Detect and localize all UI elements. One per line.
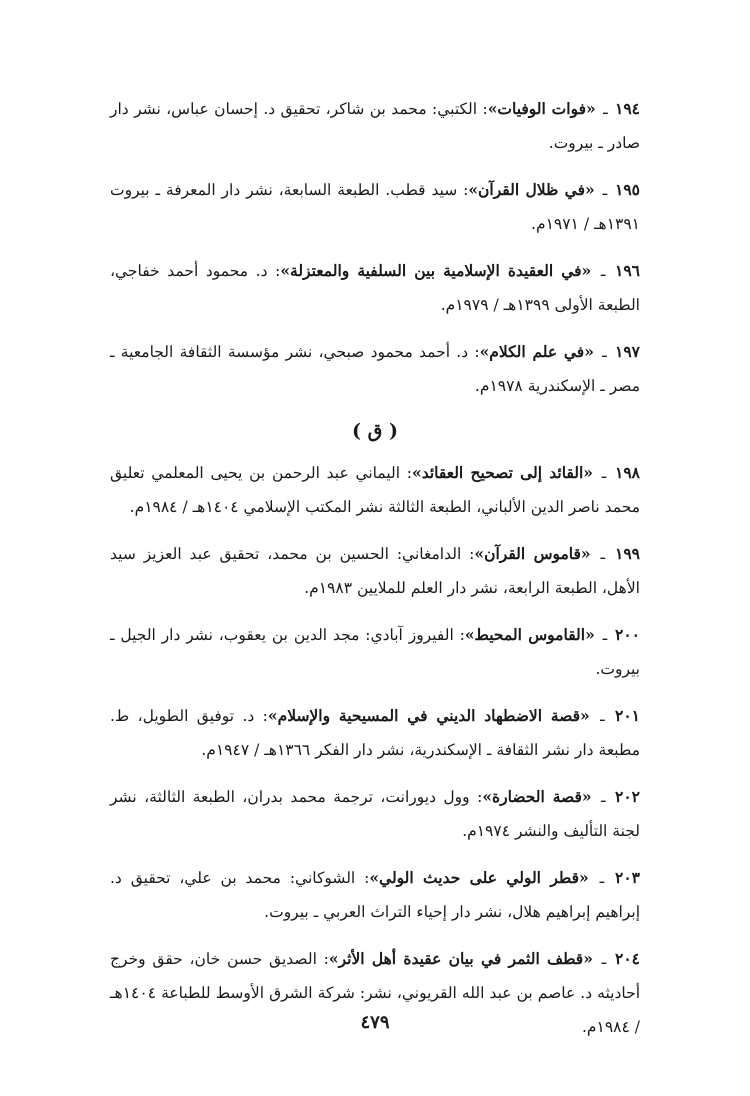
entry-details: : د. محمود أحمد خفاجي، الطبعة الأولى ١٣٩٩هـ / ١٩٧٩م. xyxy=(110,262,640,314)
bibliography-entry: ١٩٥ ـ «في ظلال القرآن»: سيد قطب. الطبعة السابعة، نشر دار المعرفة ـ بيروت ١٣٩١هـ / ١٩٧١م. xyxy=(110,180,640,233)
entry-details: : الكتبي: محمد بن شاكر، تحقيق د. إحسان عباس، نشر دار صادر ـ بيروت. xyxy=(110,100,640,152)
bibliography-entry: ١٩٧ ـ «في علم الكلام»: د. أحمد محمود صبحي، نشر مؤسسة الثقافة الجامعية ـ مصر ـ الإسكندرية ١٩٧٨م. xyxy=(110,342,640,395)
entry-title: «قصة الاضطهاد الديني في المسيحية والإسلام» xyxy=(267,706,590,725)
entry-number: ١٩٧ xyxy=(615,342,640,361)
entry-title: «فوات الوفيات» xyxy=(487,99,596,118)
entry-number: ٢٠٤ xyxy=(615,949,640,968)
entry-details: : د. أحمد محمود صبحي، نشر مؤسسة الثقافة الجامعية ـ مصر ـ الإسكندرية ١٩٧٨م. xyxy=(110,343,640,395)
entry-details: : اليماني عبد الرحمن بن يحيى المعلمي تعليق محمد ناصر الدين الألباني، الطبعة الثالثة نشر المكتب الإسلامي ١٤٠٤هـ / ١٩٨٤م. xyxy=(110,464,640,516)
bibliography-entry: ١٩٨ ـ «القائد إلى تصحيح العقائد»: اليماني عبد الرحمن بن يحيى المعلمي تعليق محمد ناصر الدين الألباني، الطبعة الثالثة نشر المكتب الإسلامي ١٤٠٤هـ / ١٩٨٤م. xyxy=(110,463,640,516)
entry-title: «في ظلال القرآن» xyxy=(468,180,595,199)
entry-details: : سيد قطب. الطبعة السابعة، نشر دار المعرفة ـ بيروت ١٣٩١هـ / ١٩٧١م. xyxy=(110,181,640,233)
entry-title: «قصة الحضارة» xyxy=(482,787,592,806)
entry-title: «القاموس المحيط» xyxy=(464,625,595,644)
bibliography-entry: ٢٠٠ ـ «القاموس المحيط»: الفيروز آبادي: مجد الدين بن يعقوب، نشر دار الجيل ـ بيروت. xyxy=(110,625,640,678)
bibliography-content xyxy=(110,92,640,1057)
entry-title: «القائد إلى تصحيح العقائد» xyxy=(412,463,593,482)
bibliography-entry: ١٩٩ ـ «قاموس القرآن»: الدامغاني: الحسين بن محمد، تحقيق عبد العزيز سيد الأهل، الطبعة الرابعة، نشر دار العلم للملايين ١٩٨٣م. xyxy=(110,544,640,597)
bibliography-entry: ٢٠٢ ـ «قصة الحضارة»: وول ديورانت، ترجمة محمد بدران، الطبعة الثالثة، نشر لجنة التأليف والنشر ١٩٧٤م. xyxy=(110,787,640,840)
entry-title: «في علم الكلام» xyxy=(479,342,594,361)
bibliography-entry: ١٩٤ ـ «فوات الوفيات»: الكتبي: محمد بن شاكر، تحقيق د. إحسان عباس، نشر دار صادر ـ بيروت. xyxy=(110,99,640,152)
entry-number: ١٩٨ xyxy=(615,463,640,482)
entry-details: : د. توفيق الطويل، ط. مطبعة دار نشر الثقافة ـ الإسكندرية، نشر دار الفكر ١٣٦٦هـ / ١٩٤٧م. xyxy=(110,707,640,759)
entry-number: ١٩٦ xyxy=(615,261,640,280)
entry-details: : الدامغاني: الحسين بن محمد، تحقيق عبد العزيز سيد الأهل، الطبعة الرابعة، نشر دار العلم للملايين ١٩٨٣م. xyxy=(110,545,640,597)
entry-title: «قاموس القرآن» xyxy=(474,544,591,563)
bibliography-entry: ٢٠١ ـ «قصة الاضطهاد الديني في المسيحية والإسلام»: د. توفيق الطويل، ط. مطبعة دار نشر الثقافة ـ الإسكندرية، نشر دار الفكر ١٣٦٦هـ / ١٩٤٧م. xyxy=(110,706,640,759)
bibliography-entry: ٢٠٤ ـ «قطف الثمر في بيان عقيدة أهل الأثر»: الصديق حسن خان، حقق وخرج أحاديثه د. عاصم بن عبد الله القريوني، نشر: شركة الشرق الأوسط للطباعة ١٤٠٤هـ / ١٩٨٤م. xyxy=(110,949,640,1036)
entry-details: : الصديق حسن خان، حقق وخرج أحاديثه د. عاصم بن عبد الله القريوني، نشر: شركة الشرق الأوسط للطباعة ١٤٠٤هـ / ١٩٨٤م. xyxy=(110,950,640,1036)
section-heading: ( ق ) xyxy=(352,420,398,442)
entry-number: ١٩٩ xyxy=(615,544,640,563)
entry-title: «في العقيدة الإسلامية بين السلفية والمعتزلة» xyxy=(280,261,592,280)
entry-details: : وول ديورانت، ترجمة محمد بدران، الطبعة الثالثة، نشر لجنة التأليف والنشر ١٩٧٤م. xyxy=(110,788,640,840)
entry-number: ٢٠١ xyxy=(615,706,640,725)
entry-title: «قطف الثمر في بيان عقيدة أهل الأثر» xyxy=(328,949,593,968)
entry-number: ٢٠٠ xyxy=(615,625,640,644)
bibliography-entry: ٢٠٣ ـ «قطر الولي على حديث الولي»: الشوكاني: محمد بن علي، تحقيق د. إبراهيم إبراهيم هلال، نشر دار إحياء التراث العربي ـ بيروت. xyxy=(110,868,640,921)
entry-details: : الفيروز آبادي: مجد الدين بن يعقوب، نشر دار الجيل ـ بيروت. xyxy=(110,626,640,678)
entry-number: ٢٠٢ xyxy=(615,787,640,806)
bibliography-entry: ١٩٦ ـ «في العقيدة الإسلامية بين السلفية والمعتزلة»: د. محمود أحمد خفاجي، الطبعة الأولى ١٣٩٩هـ / ١٩٧٩م. xyxy=(110,261,640,314)
entry-number: ١٩٤ xyxy=(615,99,640,118)
entry-details: : الشوكاني: محمد بن علي، تحقيق د. إبراهيم إبراهيم هلال، نشر دار إحياء التراث العربي ـ بيروت. xyxy=(110,869,640,921)
entry-title: «قطر الولي على حديث الولي» xyxy=(369,868,589,887)
entry-number: ٢٠٣ xyxy=(615,868,640,887)
page-number: ٤٧٩ xyxy=(360,1012,390,1033)
entry-number: ١٩٥ xyxy=(615,180,640,199)
